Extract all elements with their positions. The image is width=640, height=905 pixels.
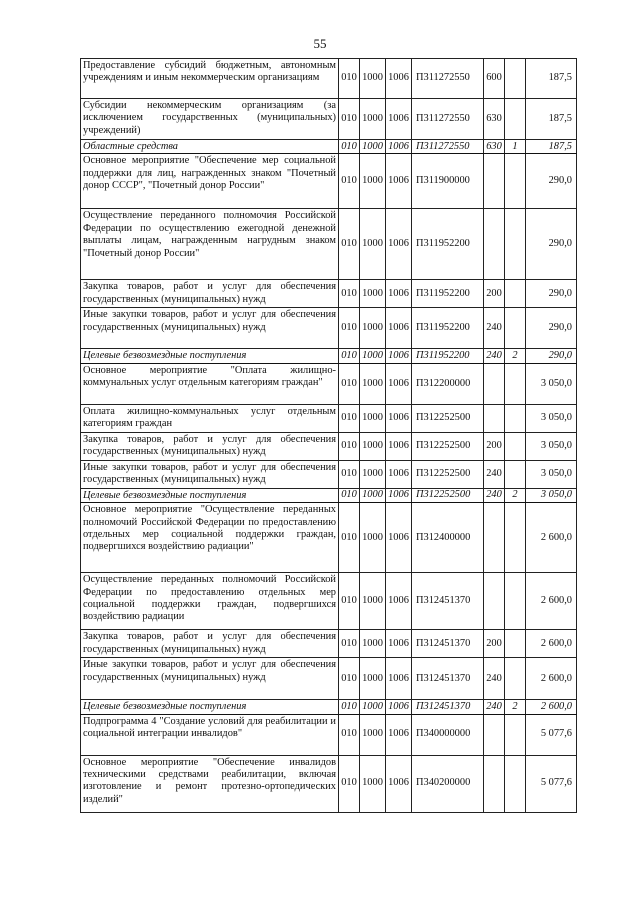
subsection-code: 1006 xyxy=(386,363,412,404)
section-code: 1000 xyxy=(360,59,386,99)
section-code: 1000 xyxy=(360,700,386,714)
target-article-code: П312451370 xyxy=(412,630,484,658)
target-article-code: П311952200 xyxy=(412,280,484,308)
table-row xyxy=(81,658,577,700)
funding-source-code xyxy=(505,59,526,99)
budget-table xyxy=(80,58,577,813)
table-row xyxy=(81,714,577,755)
row-name: Подпрограмма 4 "Создание условий для реабилитации и социальной интеграции инвалидов" xyxy=(81,714,339,755)
amount: 3 050,0 xyxy=(526,404,577,432)
amount: 3 050,0 xyxy=(526,488,577,502)
subsection-code: 1006 xyxy=(386,503,412,573)
row-name: Целевые безвозмездные поступления xyxy=(81,349,339,363)
target-article-code: П340200000 xyxy=(412,755,484,812)
table-row xyxy=(81,630,577,658)
amount: 290,0 xyxy=(526,209,577,280)
target-article-code: П312200000 xyxy=(412,363,484,404)
ministry-code: 010 xyxy=(339,154,360,209)
section-code: 1000 xyxy=(360,140,386,154)
section-code: 1000 xyxy=(360,404,386,432)
funding-source-code xyxy=(505,755,526,812)
funding-source-code xyxy=(505,630,526,658)
funding-source-code xyxy=(505,503,526,573)
expense-type-code: 240 xyxy=(484,700,505,714)
target-article-code: П311952200 xyxy=(412,209,484,280)
amount: 5 077,6 xyxy=(526,714,577,755)
ministry-code: 010 xyxy=(339,460,360,488)
subsection-code: 1006 xyxy=(386,714,412,755)
section-code: 1000 xyxy=(360,363,386,404)
amount: 2 600,0 xyxy=(526,700,577,714)
target-article-code: П312252500 xyxy=(412,432,484,460)
amount: 3 050,0 xyxy=(526,432,577,460)
target-article-code: П311272550 xyxy=(412,59,484,99)
table-row xyxy=(81,363,577,404)
row-name: Иные закупки товаров, работ и услуг для обеспечения государственных (муниципальных) нужд xyxy=(81,460,339,488)
table-row xyxy=(81,755,577,812)
expense-type-code: 630 xyxy=(484,99,505,140)
expense-type-code: 200 xyxy=(484,432,505,460)
ministry-code: 010 xyxy=(339,404,360,432)
target-article-code: П340000000 xyxy=(412,714,484,755)
funding-source-code: 2 xyxy=(505,700,526,714)
target-article-code: П312252500 xyxy=(412,460,484,488)
expense-type-code: 240 xyxy=(484,488,505,502)
section-code: 1000 xyxy=(360,209,386,280)
funding-source-code xyxy=(505,658,526,700)
ministry-code: 010 xyxy=(339,280,360,308)
funding-source-code xyxy=(505,154,526,209)
amount: 2 600,0 xyxy=(526,573,577,630)
funding-source-code xyxy=(505,573,526,630)
amount: 3 050,0 xyxy=(526,460,577,488)
funding-source-code xyxy=(505,280,526,308)
row-name: Основное мероприятие "Обеспечение мер социальной поддержки для лиц, награжденных знаком "Почетный донор СССР", "Почетный донор России" xyxy=(81,154,339,209)
row-name: Закупка товаров, работ и услуг для обеспечения государственных (муниципальных) нужд xyxy=(81,630,339,658)
expense-type-code xyxy=(484,755,505,812)
amount: 3 050,0 xyxy=(526,363,577,404)
target-article-code: П311272550 xyxy=(412,140,484,154)
table-row xyxy=(81,460,577,488)
row-name: Иные закупки товаров, работ и услуг для обеспечения государственных (муниципальных) нужд xyxy=(81,308,339,349)
subsection-code: 1006 xyxy=(386,349,412,363)
table-body xyxy=(81,59,577,813)
subsection-code: 1006 xyxy=(386,432,412,460)
ministry-code: 010 xyxy=(339,700,360,714)
table-row xyxy=(81,404,577,432)
section-code: 1000 xyxy=(360,460,386,488)
row-name: Основное мероприятие "Осуществление переданных полномочий Российской Федерации по предоставлению отдельных мер социальной поддержки граждан, подвергшихся воздействию радиации" xyxy=(81,503,339,573)
section-code: 1000 xyxy=(360,488,386,502)
ministry-code: 010 xyxy=(339,503,360,573)
amount: 290,0 xyxy=(526,154,577,209)
table-row xyxy=(81,349,577,363)
target-article-code: П312400000 xyxy=(412,503,484,573)
expense-type-code: 630 xyxy=(484,140,505,154)
ministry-code: 010 xyxy=(339,349,360,363)
target-article-code: П311952200 xyxy=(412,308,484,349)
row-name: Основное мероприятие "Оплата жилищно-коммунальных услуг отдельным категориям граждан" xyxy=(81,363,339,404)
expense-type-code xyxy=(484,209,505,280)
table-row xyxy=(81,488,577,502)
section-code: 1000 xyxy=(360,573,386,630)
row-name: Целевые безвозмездные поступления xyxy=(81,700,339,714)
ministry-code: 010 xyxy=(339,714,360,755)
table-row xyxy=(81,59,577,99)
ministry-code: 010 xyxy=(339,59,360,99)
row-name: Субсидии некоммерческим организациям (за исключением государственных (муниципальных) учреждений) xyxy=(81,99,339,140)
subsection-code: 1006 xyxy=(386,209,412,280)
amount: 2 600,0 xyxy=(526,630,577,658)
table-row xyxy=(81,432,577,460)
expense-type-code: 240 xyxy=(484,460,505,488)
row-name: Целевые безвозмездные поступления xyxy=(81,488,339,502)
ministry-code: 010 xyxy=(339,755,360,812)
funding-source-code: 2 xyxy=(505,349,526,363)
amount: 2 600,0 xyxy=(526,658,577,700)
expense-type-code: 600 xyxy=(484,59,505,99)
expense-type-code xyxy=(484,503,505,573)
expense-type-code xyxy=(484,404,505,432)
subsection-code: 1006 xyxy=(386,280,412,308)
section-code: 1000 xyxy=(360,630,386,658)
funding-source-code xyxy=(505,363,526,404)
section-code: 1000 xyxy=(360,658,386,700)
ministry-code: 010 xyxy=(339,99,360,140)
target-article-code: П312451370 xyxy=(412,658,484,700)
table-row xyxy=(81,503,577,573)
subsection-code: 1006 xyxy=(386,658,412,700)
row-name: Иные закупки товаров, работ и услуг для обеспечения государственных (муниципальных) нужд xyxy=(81,658,339,700)
target-article-code: П312252500 xyxy=(412,404,484,432)
subsection-code: 1006 xyxy=(386,99,412,140)
funding-source-code xyxy=(505,714,526,755)
row-name: Закупка товаров, работ и услуг для обеспечения государственных (муниципальных) нужд xyxy=(81,432,339,460)
ministry-code: 010 xyxy=(339,658,360,700)
expense-type-code xyxy=(484,714,505,755)
subsection-code: 1006 xyxy=(386,308,412,349)
target-article-code: П311272550 xyxy=(412,99,484,140)
expense-type-code: 200 xyxy=(484,630,505,658)
section-code: 1000 xyxy=(360,755,386,812)
table-row xyxy=(81,280,577,308)
table-row xyxy=(81,99,577,140)
subsection-code: 1006 xyxy=(386,404,412,432)
row-name: Предоставление субсидий бюджетным, автономным учреждениям и иным некоммерческим организациям xyxy=(81,59,339,99)
expense-type-code: 240 xyxy=(484,658,505,700)
funding-source-code xyxy=(505,209,526,280)
row-name: Осуществление переданных полномочий Российской Федерации по предоставлению отдельных мер социальной поддержки граждан, подвергшихся воздействию радиации xyxy=(81,573,339,630)
amount: 290,0 xyxy=(526,308,577,349)
row-name: Оплата жилищно-коммунальных услуг отдельным категориям граждан xyxy=(81,404,339,432)
funding-source-code xyxy=(505,308,526,349)
subsection-code: 1006 xyxy=(386,700,412,714)
funding-source-code xyxy=(505,404,526,432)
funding-source-code xyxy=(505,432,526,460)
section-code: 1000 xyxy=(360,349,386,363)
funding-source-code: 1 xyxy=(505,140,526,154)
ministry-code: 010 xyxy=(339,488,360,502)
expense-type-code xyxy=(484,573,505,630)
expense-type-code: 240 xyxy=(484,349,505,363)
ministry-code: 010 xyxy=(339,573,360,630)
funding-source-code xyxy=(505,460,526,488)
subsection-code: 1006 xyxy=(386,573,412,630)
section-code: 1000 xyxy=(360,308,386,349)
section-code: 1000 xyxy=(360,154,386,209)
table-row xyxy=(81,573,577,630)
expense-type-code xyxy=(484,363,505,404)
subsection-code: 1006 xyxy=(386,140,412,154)
target-article-code: П311952200 xyxy=(412,349,484,363)
section-code: 1000 xyxy=(360,503,386,573)
subsection-code: 1006 xyxy=(386,630,412,658)
table-row xyxy=(81,700,577,714)
subsection-code: 1006 xyxy=(386,755,412,812)
subsection-code: 1006 xyxy=(386,488,412,502)
subsection-code: 1006 xyxy=(386,460,412,488)
amount: 187,5 xyxy=(526,59,577,99)
section-code: 1000 xyxy=(360,280,386,308)
ministry-code: 010 xyxy=(339,209,360,280)
expense-type-code: 200 xyxy=(484,280,505,308)
ministry-code: 010 xyxy=(339,308,360,349)
funding-source-code: 2 xyxy=(505,488,526,502)
amount: 5 077,6 xyxy=(526,755,577,812)
amount: 187,5 xyxy=(526,140,577,154)
target-article-code: П312451370 xyxy=(412,573,484,630)
ministry-code: 010 xyxy=(339,363,360,404)
amount: 187,5 xyxy=(526,99,577,140)
section-code: 1000 xyxy=(360,99,386,140)
row-name: Основное мероприятие "Обеспечение инвалидов техническими средствами реабилитации, включая изготовление и ремонт протезно-ортопедических изделий" xyxy=(81,755,339,812)
section-code: 1000 xyxy=(360,432,386,460)
funding-source-code xyxy=(505,99,526,140)
amount: 2 600,0 xyxy=(526,503,577,573)
target-article-code: П312252500 xyxy=(412,488,484,502)
target-article-code: П311900000 xyxy=(412,154,484,209)
ministry-code: 010 xyxy=(339,140,360,154)
expense-type-code: 240 xyxy=(484,308,505,349)
row-name: Осуществление переданного полномочия Российской Федерации по осуществлению ежегодной денежной выплаты лицам, награжденным нагрудным знаком "Почетный донор России" xyxy=(81,209,339,280)
row-name: Областные средства xyxy=(81,140,339,154)
page-number: 55 xyxy=(313,36,327,51)
table-row xyxy=(81,154,577,209)
subsection-code: 1006 xyxy=(386,154,412,209)
table-row xyxy=(81,308,577,349)
row-name: Закупка товаров, работ и услуг для обеспечения государственных (муниципальных) нужд xyxy=(81,280,339,308)
amount: 290,0 xyxy=(526,349,577,363)
ministry-code: 010 xyxy=(339,432,360,460)
subsection-code: 1006 xyxy=(386,59,412,99)
amount: 290,0 xyxy=(526,280,577,308)
section-code: 1000 xyxy=(360,714,386,755)
expense-type-code xyxy=(484,154,505,209)
table-row xyxy=(81,140,577,154)
ministry-code: 010 xyxy=(339,630,360,658)
target-article-code: П312451370 xyxy=(412,700,484,714)
table-row xyxy=(81,209,577,280)
